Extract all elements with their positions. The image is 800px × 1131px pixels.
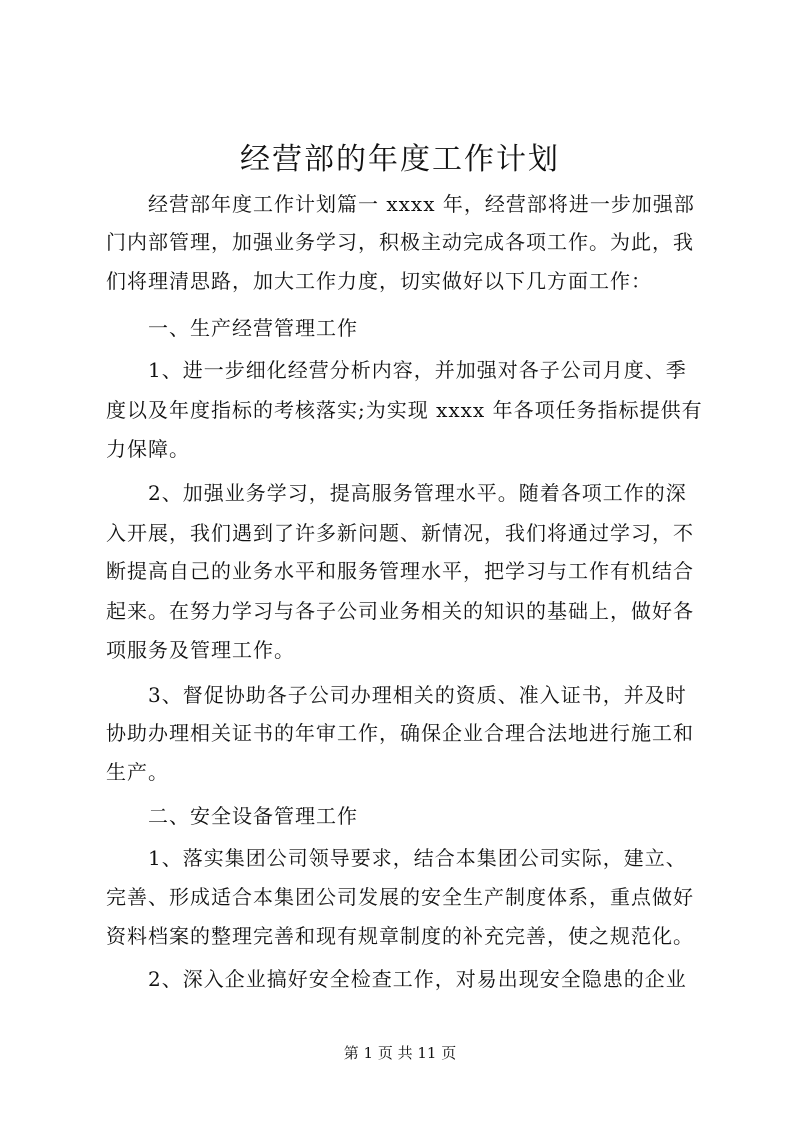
body-line: 门内部管理，加强业务学习，积极主动完成各项工作。为此，我 — [106, 230, 694, 254]
page-footer: 第 1 页 共 11 页 — [343, 1044, 457, 1062]
body-line: 经营部年度工作计划篇一 xxxx 年，经营部将进一步加强部 — [148, 192, 695, 216]
body-line: 协助办理相关证书的年审工作，确保企业合理合法地进行施工和 — [106, 721, 694, 745]
page-title: 经营部的年度工作计划 — [240, 142, 560, 177]
body-line: 资料档案的整理完善和现有规章制度的补充完善，使之规范化。 — [106, 924, 694, 948]
body-line: 生产。 — [106, 760, 169, 784]
section-heading: 二、安全设备管理工作 — [148, 804, 358, 828]
body-line: 完善、形成适合本集团公司发展的安全生产制度体系，重点做好 — [106, 885, 694, 909]
body-line: 们将理清思路，加大工作力度，切实做好以下几方面工作： — [106, 269, 652, 293]
body-line: 度以及年度指标的考核落实;为实现 xxxx 年各项任务指标提供有 — [106, 398, 703, 422]
body-line: 力保障。 — [106, 437, 190, 461]
body-line: 1、落实集团公司领导要求，结合本集团公司实际，建立、 — [148, 846, 687, 870]
body-line: 入开展，我们遇到了许多新问题、新情况，我们将通过学习，不 — [106, 521, 694, 545]
body-line: 起来。在努力学习与各子公司业务相关的知识的基础上，做好各 — [106, 599, 694, 623]
body-line: 项服务及管理工作。 — [106, 638, 295, 662]
body-line: 3、督促协助各子公司办理相关的资质、准入证书，并及时 — [148, 683, 687, 707]
body-line: 2、深入企业搞好安全检查工作，对易出现安全隐患的企业 — [148, 967, 687, 991]
section-heading: 一、生产经营管理工作 — [148, 316, 358, 340]
body-line: 1、进一步细化经营分析内容，并加强对各子公司月度、季 — [148, 358, 687, 382]
body-line: 2、加强业务学习，提高服务管理水平。随着各项工作的深 — [148, 481, 687, 505]
body-line: 断提高自己的业务水平和服务管理水平，把学习与工作有机结合 — [106, 559, 694, 583]
